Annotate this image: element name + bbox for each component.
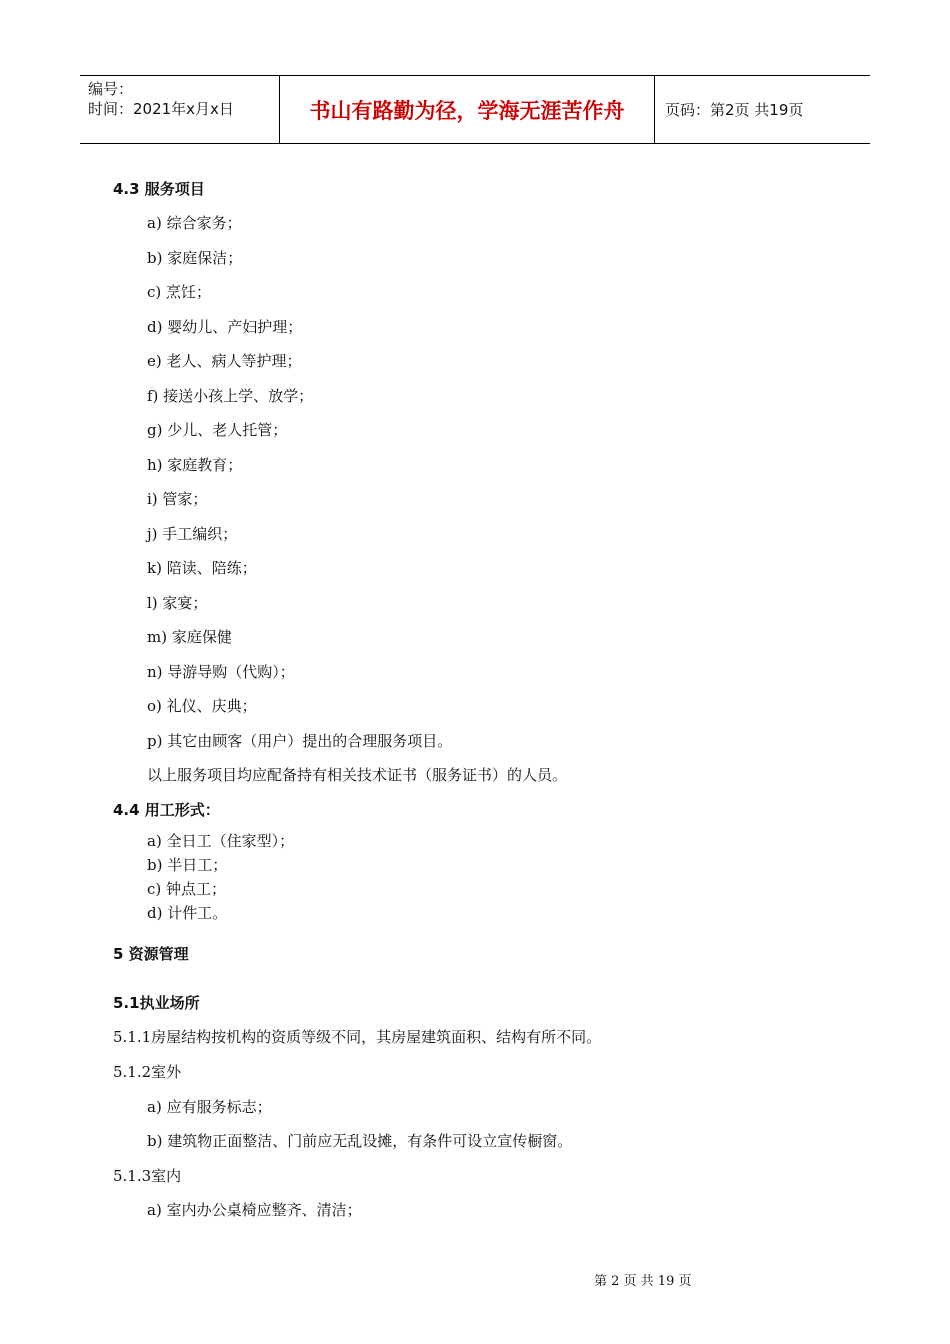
page-info: 页码：第2页 共19页 — [665, 101, 804, 119]
list-item: h) 家庭教育； — [147, 456, 243, 474]
list-item: a) 应有服务标志； — [147, 1098, 272, 1116]
list-item: e) 老人、病人等护理； — [147, 352, 302, 370]
list-item: p) 其它由顾客（用户）提出的合理服务项目。 — [147, 732, 453, 750]
list-item: b) 半日工； — [147, 856, 228, 874]
motto: 书山有路勤为径，学海无涯苦作舟 — [309, 98, 625, 123]
list-item: l) 家宴； — [147, 594, 208, 612]
header-page-cell — [655, 76, 870, 143]
list-item: o) 礼仪、庆典； — [147, 697, 257, 715]
paragraph-5-1-1: 5.1.1房屋结构按机构的资质等级不同，其房屋建筑面积、结构有所不同。 — [113, 1028, 602, 1046]
heading-4-3: 4.3 服务项目 — [113, 180, 205, 198]
header-motto-cell — [280, 76, 655, 143]
heading-5-1: 5.1执业场所 — [113, 994, 200, 1012]
heading-5: 5 资源管理 — [113, 945, 189, 963]
list-item: n) 导游导购（代购）； — [147, 663, 295, 681]
heading-4-4: 4.4 用工形式： — [113, 801, 220, 819]
list-item: d) 婴幼儿、产妇护理； — [147, 318, 303, 336]
list-item: g) 少儿、老人托管； — [147, 421, 288, 439]
list-item: a) 全日工（住家型）； — [147, 832, 295, 850]
list-item: k) 陪读、陪练； — [147, 559, 257, 577]
number-label: 编号： — [88, 80, 134, 98]
time-label: 时间：2021年x月x日 — [88, 100, 234, 118]
list-item: j) 手工编织； — [147, 525, 238, 543]
service-note: 以上服务项目均应配备持有相关技术证书（服务证书）的人员。 — [147, 766, 568, 784]
paragraph-5-1-3: 5.1.3室内 — [113, 1167, 182, 1185]
page-header — [80, 75, 870, 144]
paragraph-5-1-2: 5.1.2室外 — [113, 1063, 182, 1081]
page-footer: 第 2 页 共 19 页 — [594, 1274, 692, 1289]
list-item: b) 家庭保洁； — [147, 249, 243, 267]
list-item: m) 家庭保健 — [147, 628, 232, 646]
list-item: a) 综合家务； — [147, 214, 242, 232]
list-item: c) 钟点工； — [147, 880, 227, 898]
list-item: f) 接送小孩上学、放学； — [147, 387, 314, 405]
list-item: d) 计件工。 — [147, 904, 228, 922]
header-left-cell — [80, 76, 280, 143]
list-item: c) 烹饪； — [147, 283, 212, 301]
list-item: b) 建筑物正面整洁、门前应无乱设摊，有条件可设立宣传橱窗。 — [147, 1132, 573, 1150]
list-item: i) 管家； — [147, 490, 208, 508]
list-item: a) 室内办公桌椅应整齐、清洁； — [147, 1201, 362, 1219]
